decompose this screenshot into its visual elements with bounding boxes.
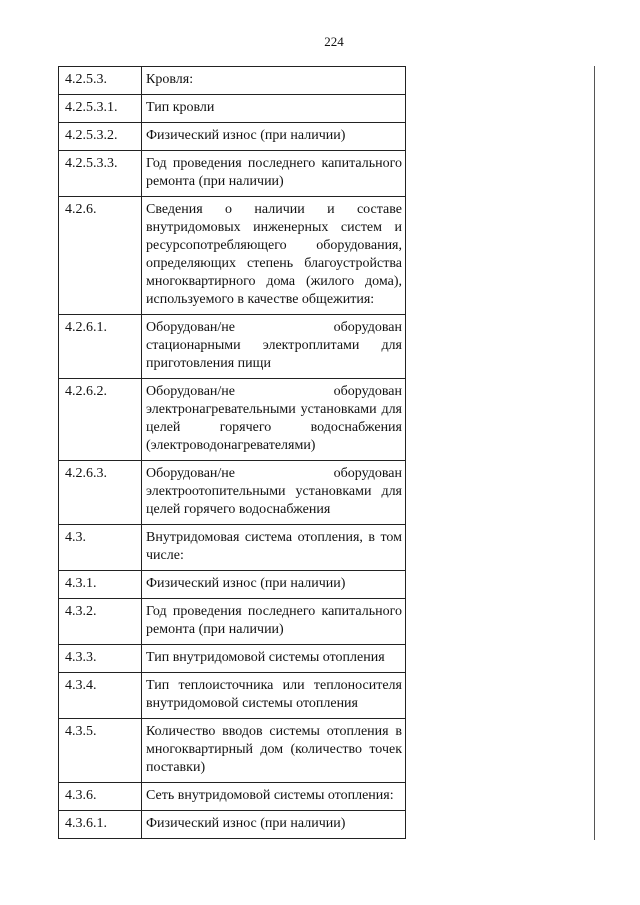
row-text: Тип внутридомовой системы отопления <box>142 645 406 673</box>
margin-rule <box>594 66 595 840</box>
row-text: Физический износ (при наличии) <box>142 811 406 839</box>
table-row <box>59 599 406 645</box>
table-row <box>59 379 406 461</box>
table-row <box>59 525 406 571</box>
row-number: 4.3.1. <box>59 571 142 599</box>
row-number: 4.3. <box>59 525 142 571</box>
row-text: Оборудован/не оборудован стационарными электроплитами для приготовления пищи <box>142 315 406 379</box>
table-row <box>59 719 406 783</box>
row-number: 4.2.6. <box>59 197 142 315</box>
table-row <box>59 673 406 719</box>
row-number: 4.2.6.3. <box>59 461 142 525</box>
row-text: Сеть внутридомовой системы отопления: <box>142 783 406 811</box>
attributes-table <box>58 66 406 839</box>
row-number: 4.2.6.1. <box>59 315 142 379</box>
row-number: 4.2.5.3.1. <box>59 95 142 123</box>
row-number: 4.3.3. <box>59 645 142 673</box>
row-number: 4.2.5.3.2. <box>59 123 142 151</box>
table-row <box>59 67 406 95</box>
row-text: Год проведения последнего капитального ремонта (при наличии) <box>142 151 406 197</box>
row-text: Кровля: <box>142 67 406 95</box>
row-number: 4.2.5.3.3. <box>59 151 142 197</box>
table-row <box>59 571 406 599</box>
row-text: Оборудован/не оборудован электронагревательными установками для целей горячего водоснабжения (электроводонагревателями) <box>142 379 406 461</box>
row-text: Тип теплоисточника или теплоносителя внутридомовой системы отопления <box>142 673 406 719</box>
row-number: 4.3.2. <box>59 599 142 645</box>
table-row <box>59 151 406 197</box>
table-row <box>59 461 406 525</box>
table-row <box>59 645 406 673</box>
row-text: Сведения о наличии и составе внутридомовых инженерных систем и ресурсопотребляющего оборудования, определяющих степень благоустройства многоквартирного дома (жилого дома), используемого в качестве общежития: <box>142 197 406 315</box>
table-row <box>59 197 406 315</box>
row-number: 4.3.6.1. <box>59 811 142 839</box>
row-text: Физический износ (при наличии) <box>142 571 406 599</box>
row-text: Внутридомовая система отопления, в том числе: <box>142 525 406 571</box>
row-text: Оборудован/не оборудован электроотопительными установками для целей горячего водоснабжения <box>142 461 406 525</box>
table-row <box>59 783 406 811</box>
row-number: 4.3.5. <box>59 719 142 783</box>
row-text: Количество вводов системы отопления в многоквартирный дом (количество точек поставки) <box>142 719 406 783</box>
table-row <box>59 95 406 123</box>
table-row <box>59 315 406 379</box>
table-row <box>59 123 406 151</box>
row-number: 4.2.5.3. <box>59 67 142 95</box>
row-number: 4.3.6. <box>59 783 142 811</box>
row-number: 4.3.4. <box>59 673 142 719</box>
row-text: Тип кровли <box>142 95 406 123</box>
row-number: 4.2.6.2. <box>59 379 142 461</box>
page-number: 224 <box>324 34 344 49</box>
row-text: Год проведения последнего капитального ремонта (при наличии) <box>142 599 406 645</box>
row-text: Физический износ (при наличии) <box>142 123 406 151</box>
table-row <box>59 811 406 839</box>
